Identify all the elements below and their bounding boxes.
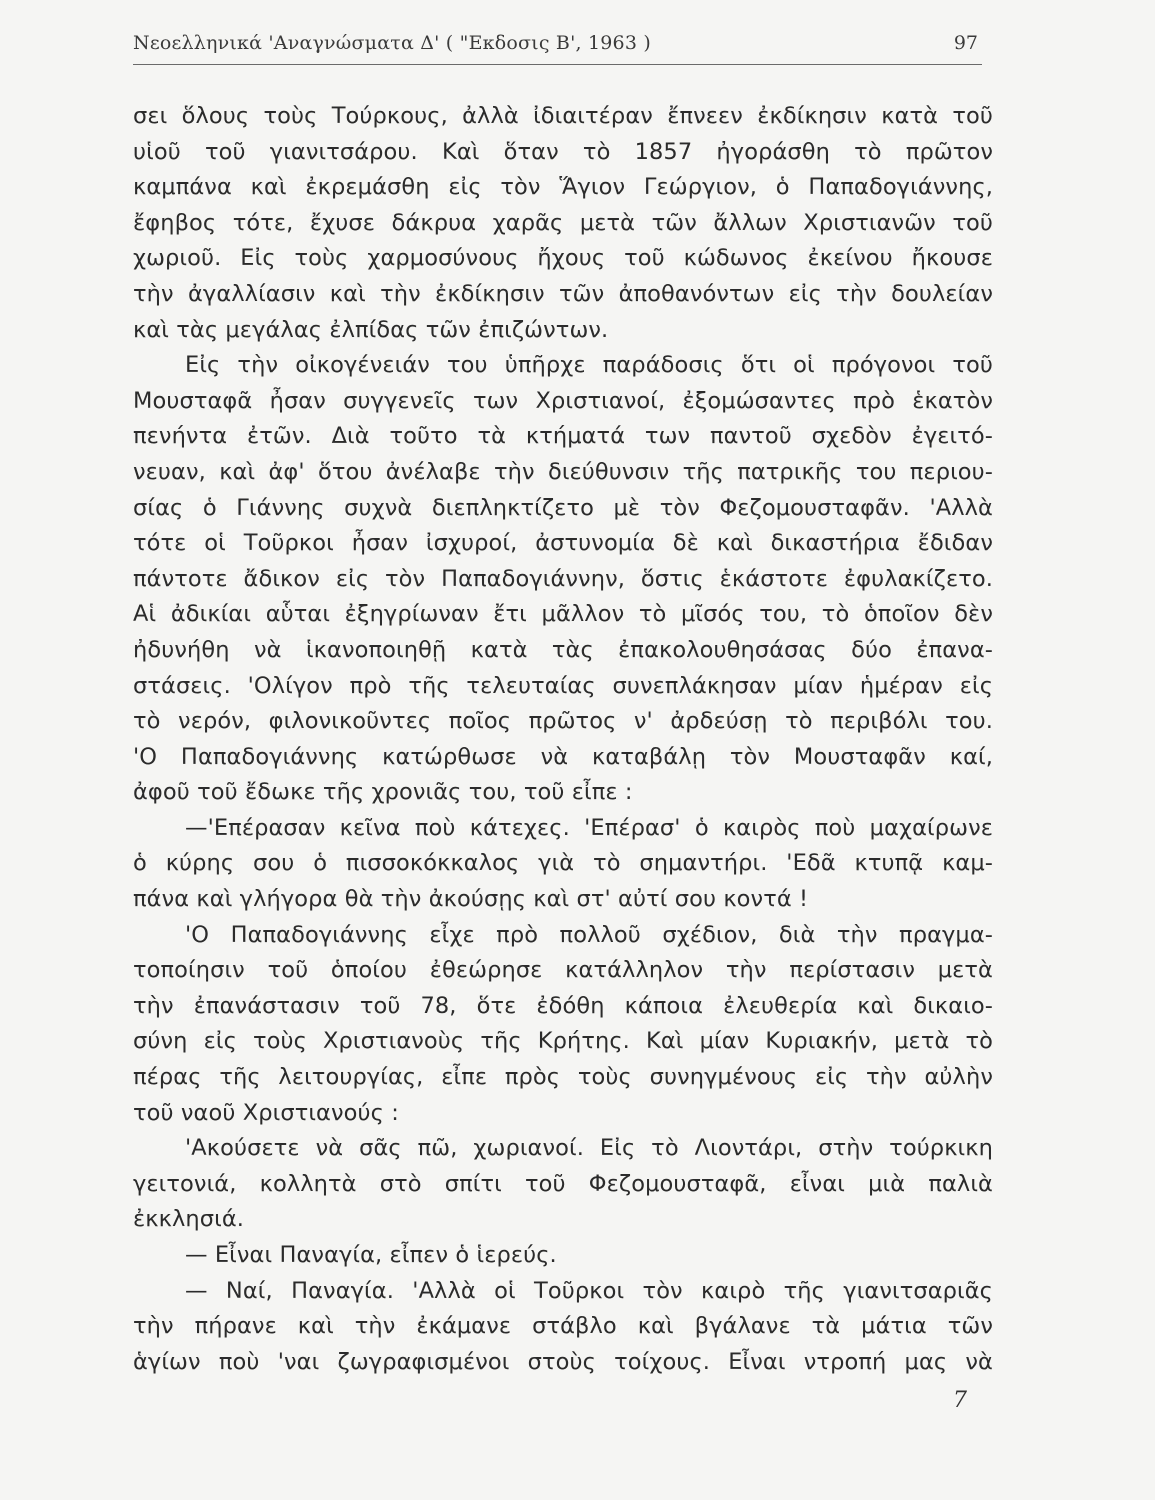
- text-line: — Ναί, Παναγία. 'Αλλὰ οἱ Τοῦρκοι τὸν καιρὸ τῆς γιανιτσαριᾶς: [185, 1277, 993, 1304]
- text-line: τὸ νερόν, φιλονικοῦντες ποῖος πρῶτος ν' ἀρδεύσῃ τὸ περιβόλι του.: [133, 708, 993, 735]
- text-line: τὴν πήρανε καὶ τὴν ἐκάμανε στάβλο καὶ βγάλανε τὰ μάτια τῶν: [133, 1313, 993, 1340]
- text-line: —'Επέρασαν κεῖνα ποὺ κάτεχες. 'Επέρασ' ὁ καιρὸς ποὺ μαχαίρωνε: [185, 814, 993, 841]
- body-text: [133, 99, 993, 1380]
- text-line: τὴν ἀγαλλίασιν καὶ τὴν ἐκδίκησιν τῶν ἀποθανόντων εἰς τὴν δουλείαν: [133, 280, 993, 307]
- text-line: ἔφηβος τότε, ἔχυσε δάκρυα χαρᾶς μετὰ τῶν ἄλλων Χριστιανῶν τοῦ: [133, 209, 993, 236]
- text-line: τὴν ἐπανάστασιν τοῦ 78, ὅτε ἐδόθη κάποια ἐλευθερία καὶ δικαιο-: [133, 992, 993, 1019]
- text-line: πέρας τῆς λειτουργίας, εἶπε πρὸς τοὺς συνηγμένους εἰς τὴν αὐλὴν: [133, 1064, 993, 1091]
- text-line: καὶ τὰς μεγάλας ἐλπίδας τῶν ἐπιζώντων.: [133, 316, 609, 343]
- signature-mark: 7: [953, 1388, 967, 1413]
- text-line: — Εἶναι Παναγία, εἶπεν ὁ ἱερεύς.: [185, 1242, 557, 1268]
- text-line: τοῦ ναοῦ Χριστιανούς :: [133, 1099, 399, 1126]
- header-title: Νεοελληνικά 'Αναγνώσματα Δ' ( "Εκδοσις Β', 1963 ): [133, 32, 651, 54]
- text-line: στάσεις. 'Ολίγον πρὸ τῆς τελευταίας συνεπλάκησαν μίαν ἡμέραν εἰς: [133, 672, 993, 699]
- text-line: σύνη εἰς τοὺς Χριστιανοὺς τῆς Κρήτης. Καὶ μίαν Κυριακήν, μετὰ τὸ: [133, 1028, 993, 1055]
- text-line: 'Ακούσετε νὰ σᾶς πῶ, χωριανοί. Εἰς τὸ Λιοντάρι, στὴν τούρκικη: [185, 1135, 993, 1162]
- text-line: σίας ὁ Γιάννης συχνὰ διεπληκτίζετο μὲ τὸν Φεζομουσταφᾶν. 'Αλλὰ: [133, 494, 993, 521]
- text-line: καμπάνα καὶ ἐκρεμάσθη εἰς τὸν Ἅγιον Γεώργιον, ὁ Παπαδογιάννης,: [133, 174, 993, 201]
- text-line: σει ὅλους τοὺς Τούρκους, ἀλλὰ ἰδιαιτέραν ἔπνεεν ἐκδίκησιν κατὰ τοῦ: [133, 103, 993, 129]
- text-line: νευαν, καὶ ἀφ' ὅτου ἀνέλαβε τὴν διεύθυνσιν τῆς πατρικῆς του περιου-: [133, 458, 993, 485]
- text-line: πενήντα ἐτῶν. Διὰ τοῦτο τὰ κτήματά των παντοῦ σχεδὸν ἐγειτό-: [133, 423, 993, 450]
- text-line: ἠδυνήθη νὰ ἱκανοποιηθῇ κατὰ τὰς ἐπακολουθησάσας δύο ἐπανα-: [133, 636, 993, 663]
- text-line: ἁγίων ποὺ 'ναι ζωγραφισμένοι στοὺς τοίχους. Εἶναι ντροπή μας νὰ: [133, 1348, 993, 1375]
- text-line: ἀφοῦ τοῦ ἔδωκε τῆς χρονιᾶς του, τοῦ εἶπε :: [133, 779, 633, 806]
- page-number: 97: [953, 32, 978, 54]
- text-line: Εἰς τὴν οἰκογένειάν του ὑπῆρχε παράδοσις ὅτι οἱ πρόγονοι τοῦ: [185, 352, 993, 379]
- text-line: τοποίησιν τοῦ ὁποίου ἐθεώρησε κατάλληλον τὴν περίστασιν μετὰ: [133, 957, 993, 984]
- text-line: υἱοῦ τοῦ γιανιτσάρου. Καὶ ὅταν τὸ 1857 ἠγοράσθη τὸ πρῶτον: [133, 138, 993, 165]
- text-line: χωριοῦ. Εἰς τοὺς χαρμοσύνους ἤχους τοῦ κώδωνος ἐκείνου ἤκουσε: [133, 245, 993, 272]
- text-line: πάνα καὶ γλήγορα θὰ τὴν ἀκούσῃς καὶ στ' αὐτί σου κοντά !: [133, 886, 809, 913]
- running-header: [133, 30, 982, 65]
- text-line: ἐκκλησιά.: [133, 1206, 245, 1233]
- text-line: ὁ κύρης σου ὁ πισσοκόκκαλος γιὰ τὸ σημαντήρι. 'Εδᾶ κτυπᾷ καμ-: [133, 850, 993, 877]
- text-line: τότε οἱ Τοῦρκοι ἦσαν ἰσχυροί, ἀστυνομία δὲ καὶ δικαστήρια ἔδιδαν: [133, 530, 993, 557]
- text-line: γειτονιά, κολλητὰ στὸ σπίτι τοῦ Φεζομουσταφᾶ, εἶναι μιὰ παλιὰ: [133, 1170, 993, 1197]
- text-line: 'Ο Παπαδογιάννης εἶχε πρὸ πολλοῦ σχέδιον, διὰ τὴν πραγμα-: [185, 921, 993, 948]
- text-line: 'Ο Παπαδογιάννης κατώρθωσε νὰ καταβάλῃ τὸν Μουσταφᾶν καί,: [133, 743, 993, 770]
- text-line: Αἱ ἀδικίαι αὗται ἐξηγρίωναν ἔτι μᾶλλον τὸ μῖσός του, τὸ ὁποῖον δὲν: [133, 601, 993, 628]
- text-line: Μουσταφᾶ ἦσαν συγγενεῖς των Χριστιανοί, ἐξομώσαντες πρὸ ἑκατὸν: [133, 387, 993, 414]
- text-line: πάντοτε ἄδικον εἰς τὸν Παπαδογιάννην, ὅστις ἑκάστοτε ἐφυλακίζετο.: [133, 565, 993, 592]
